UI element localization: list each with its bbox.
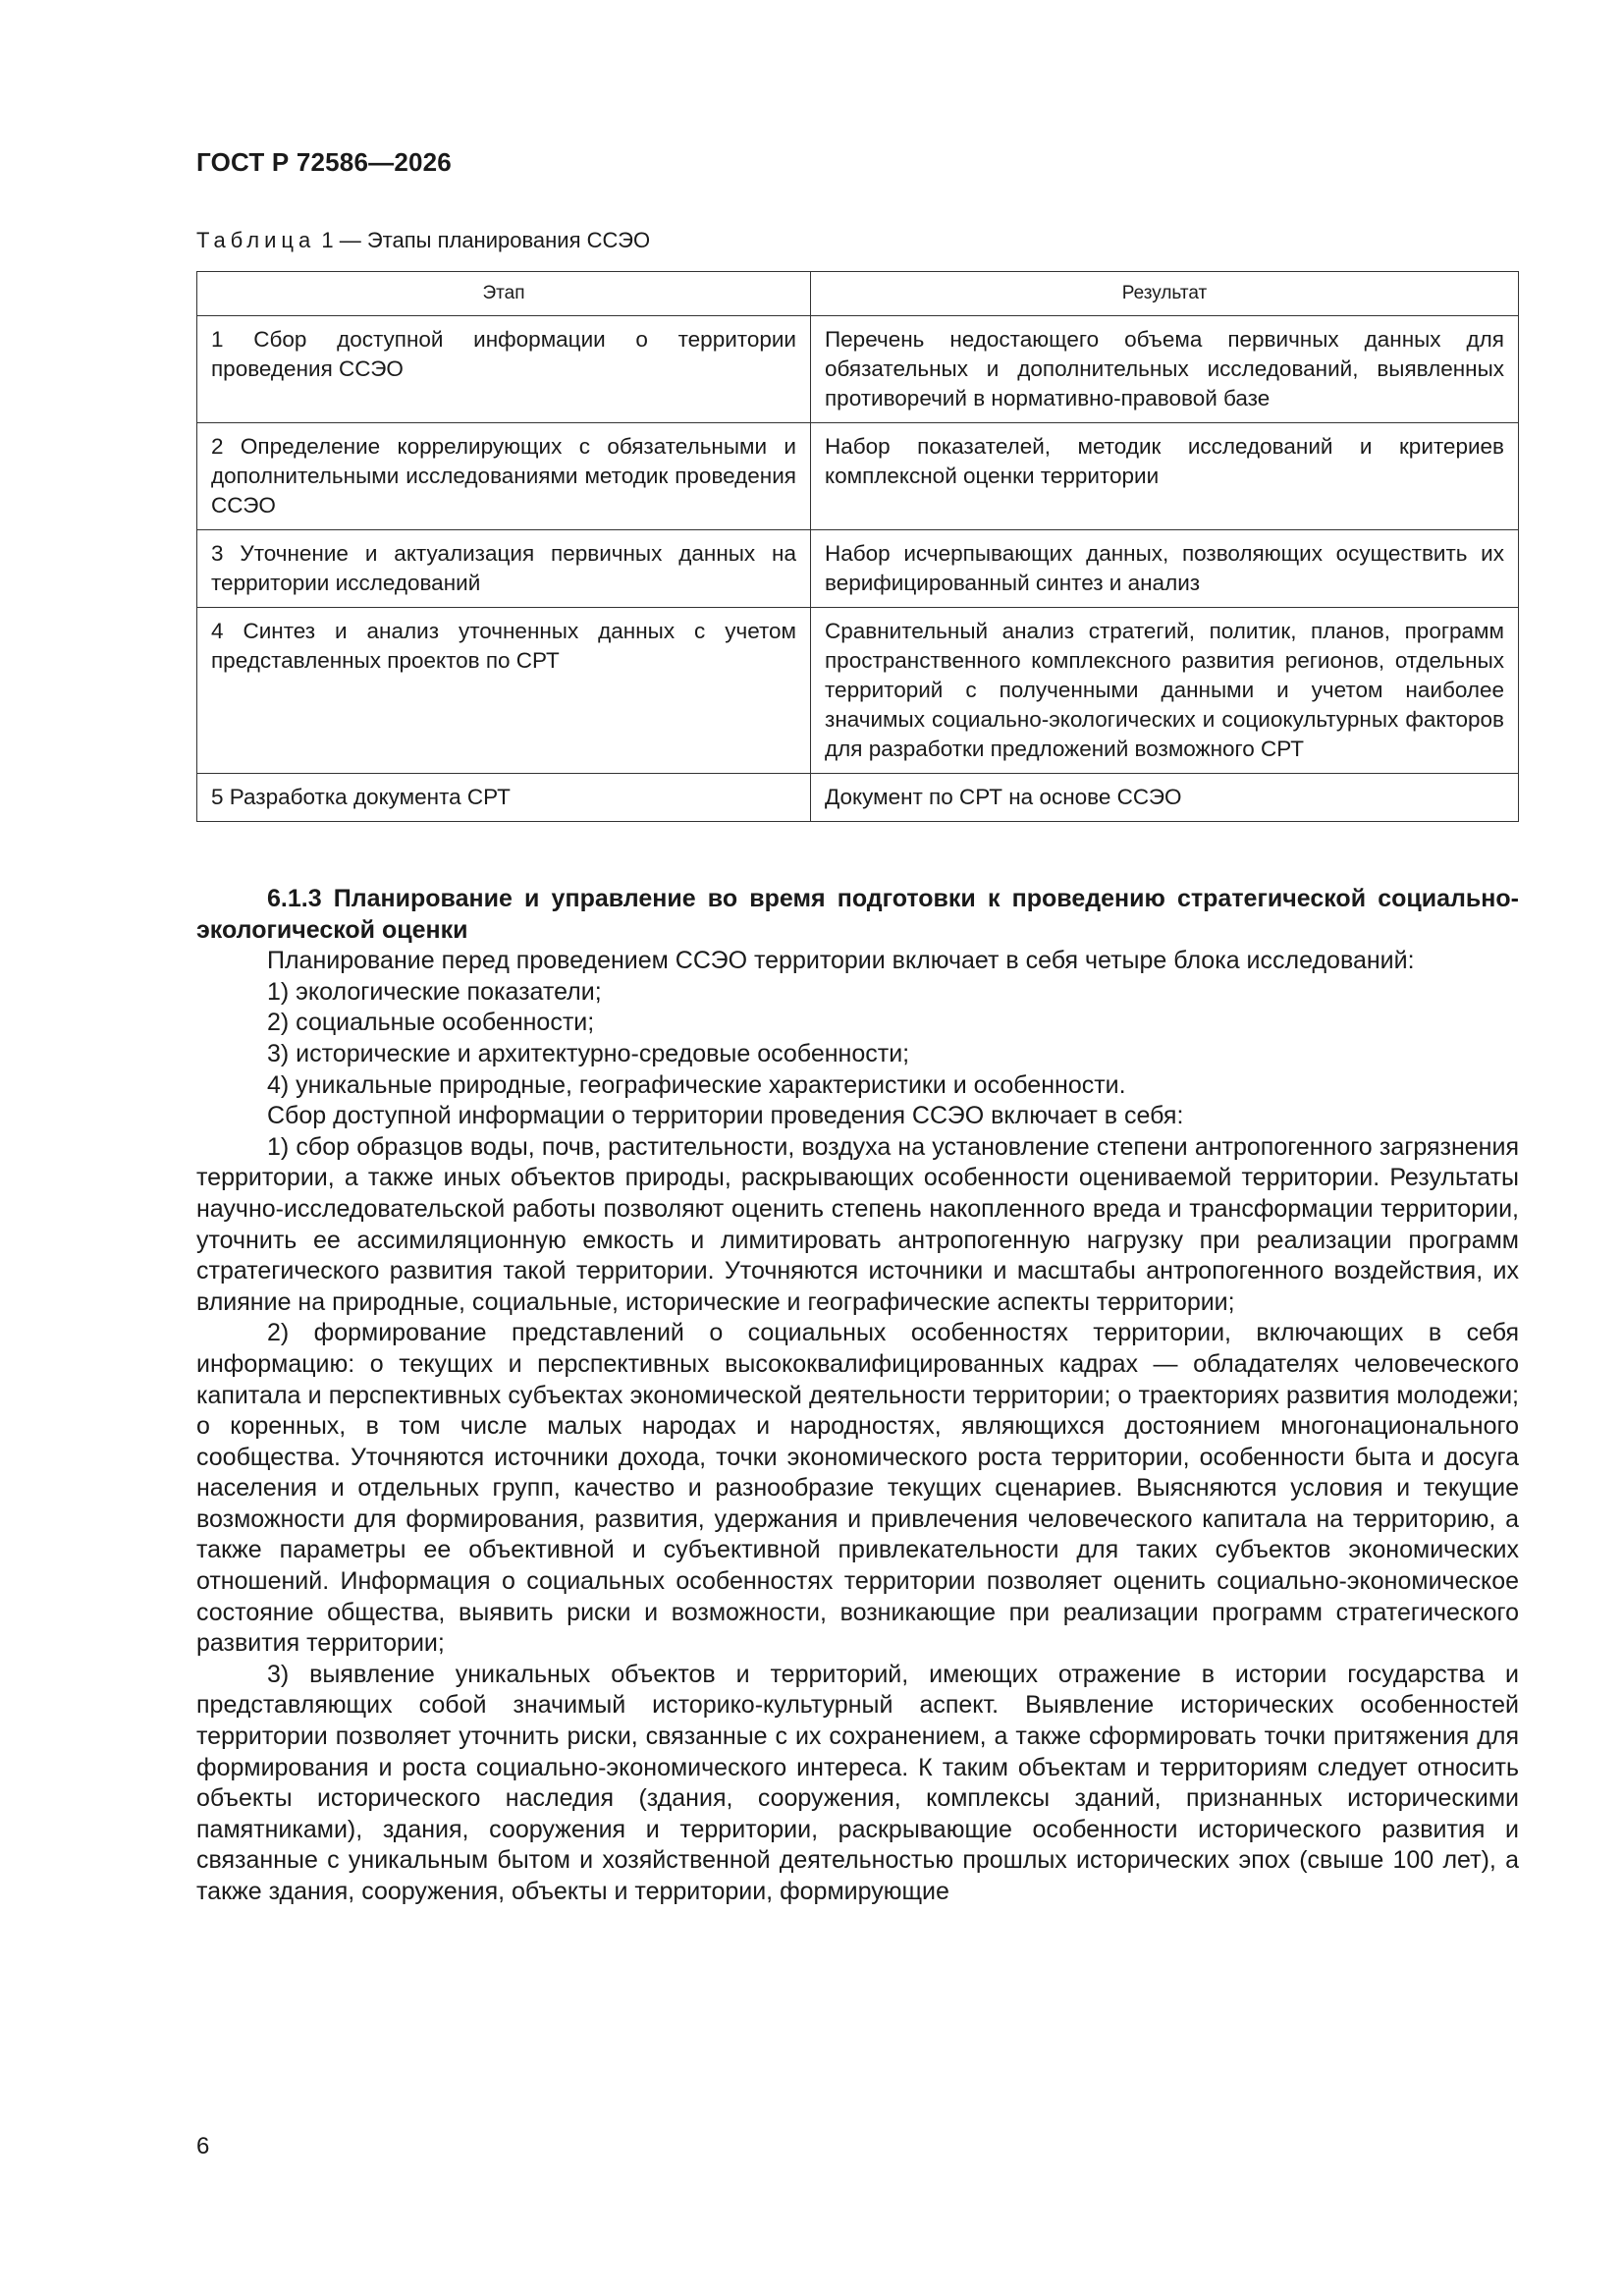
collection-intro-paragraph: Сбор доступной информации о территории проведения ССЭО включает в себя: bbox=[267, 1102, 1184, 1130]
research-block-item: 4) уникальные природные, географические характеристики и особенности. bbox=[267, 1070, 1126, 1099]
table-row bbox=[197, 608, 1519, 774]
result-cell: Набор показателей, методик исследований и критериев комплексной оценки территории bbox=[811, 423, 1519, 530]
stage-cell: 5 Разработка документа СРТ bbox=[197, 774, 811, 822]
stage-cell: 3 Уточнение и актуализация первичных данных на территории исследований bbox=[197, 530, 811, 608]
collection-item: 3) выявление уникальных объектов и территорий, имеющих отражение в истории государства и представляющих собой значимый историко-культурный аспект. Выявление исторических особенностей территории позволяет уточнить риски, связанные с их сохранением, а также сформировать точки притяжения для формирования и роста социально-экономического интереса. К таким объектам и территориям следует относить объекты исторического наследия (здания, сооружения, комплексы зданий, признанных историческими памятниками), здания, сооружения и территории, раскрывающие особенности исторического развития и связанные с уникальным бытом и хозяйственной деятельностью прошлых исторических эпох (свыше 100 лет), а также здания, сооружения, объекты и территории, формирующие bbox=[196, 1660, 1519, 1905]
collection-item: 2) формирование представлений о социальных особенностях территории, включающих в себя информацию: о текущих и перспективных высококвалифицированных кадрах — обладателях человеческого капитала и перспективных субъектах экономической деятельности территории; о траекториях развития молодежи; о коренных, в том числе малых народах и народностях, являющихся достоянием многонационального сообщества. Уточняются источники дохода, точки экономического роста территории, особенности быта и досуга населения и отдельных групп, качество и разнообразие текущих сценариев. Выясняются условия и текущие возможности для формирования, развития, удержания и привлечения человеческого капитала на территорию, а также параметры ее объективной и субъективной привлекательности для таких субъектов экономических отношений. Информация о социальных особенностях территории позволяет оценить социально-экономическое состояние общества, выявить риски и возможности, возникающие при реализации программ стратегического развития территории; bbox=[196, 1319, 1519, 1658]
stage-cell: 1 Сбор доступной информации о территории проведения ССЭО bbox=[197, 316, 811, 423]
section-heading: 6.1.3 Планирование и управление во время подготовки к проведению стратегической социально-экологической оценки bbox=[196, 885, 1519, 944]
table-row bbox=[197, 423, 1519, 530]
table-caption-label: Таблица bbox=[196, 228, 316, 252]
result-cell: Документ по СРТ на основе ССЭО bbox=[811, 774, 1519, 822]
table-caption-text: 1 — Этапы планирования ССЭО bbox=[321, 228, 651, 252]
table-row bbox=[197, 530, 1519, 608]
result-cell: Перечень недостающего объема первичных данных для обязательных и дополнительных исследований, выявленных противоречий в нормативно-правовой базе bbox=[811, 316, 1519, 423]
result-cell: Набор исчерпывающих данных, позволяющих осуществить их верифицированный синтез и анализ bbox=[811, 530, 1519, 608]
page-number: 6 bbox=[196, 2133, 210, 2159]
section-body bbox=[196, 884, 1519, 1908]
table-caption bbox=[196, 228, 650, 253]
collection-item: 1) сбор образцов воды, почв, растительности, воздуха на установление степени антропогенного загрязнения территории, а также иных объектов природы, раскрывающих особенности оцениваемой территории. Результаты научно-исследовательской работы позволяют оценить степень накопленного вреда и трансформации территории, уточнить ее ассимиляционную емкость и лимитировать антропогенную нагрузку при реализации программ стратегического развития такой территории. Уточняются источники и масштабы антропогенного воздействия, их влияние на природные, социальные, исторические и географические аспекты территории; bbox=[196, 1132, 1519, 1316]
planning-stages-table bbox=[196, 271, 1519, 822]
table-row bbox=[197, 774, 1519, 822]
table-header-row bbox=[197, 272, 1519, 316]
section-intro-paragraph: Планирование перед проведением ССЭО территории включает в себя четыре блока исследований: bbox=[267, 947, 1415, 975]
stage-cell: 4 Синтез и анализ уточненных данных с учетом представленных проектов по СРТ bbox=[197, 608, 811, 774]
table-row bbox=[197, 316, 1519, 423]
research-block-item: 2) социальные особенности; bbox=[267, 1009, 595, 1037]
research-block-item: 3) исторические и архитектурно-средовые особенности; bbox=[267, 1039, 910, 1067]
column-header-result: Результат bbox=[811, 272, 1519, 316]
stage-cell: 2 Определение коррелирующих с обязательными и дополнительными исследованиями методик проведения ССЭО bbox=[197, 423, 811, 530]
research-block-item: 1) экологические показатели; bbox=[267, 977, 602, 1006]
result-cell: Сравнительный анализ стратегий, политик, планов, программ пространственного комплексного развития регионов, отдельных территорий с полученными данными и учетом наиболее значимых социально-экологических и социокультурных факторов для разработки предложений возможного СРТ bbox=[811, 608, 1519, 774]
document-header: ГОСТ Р 72586—2026 bbox=[196, 147, 452, 177]
column-header-stage: Этап bbox=[197, 272, 811, 316]
